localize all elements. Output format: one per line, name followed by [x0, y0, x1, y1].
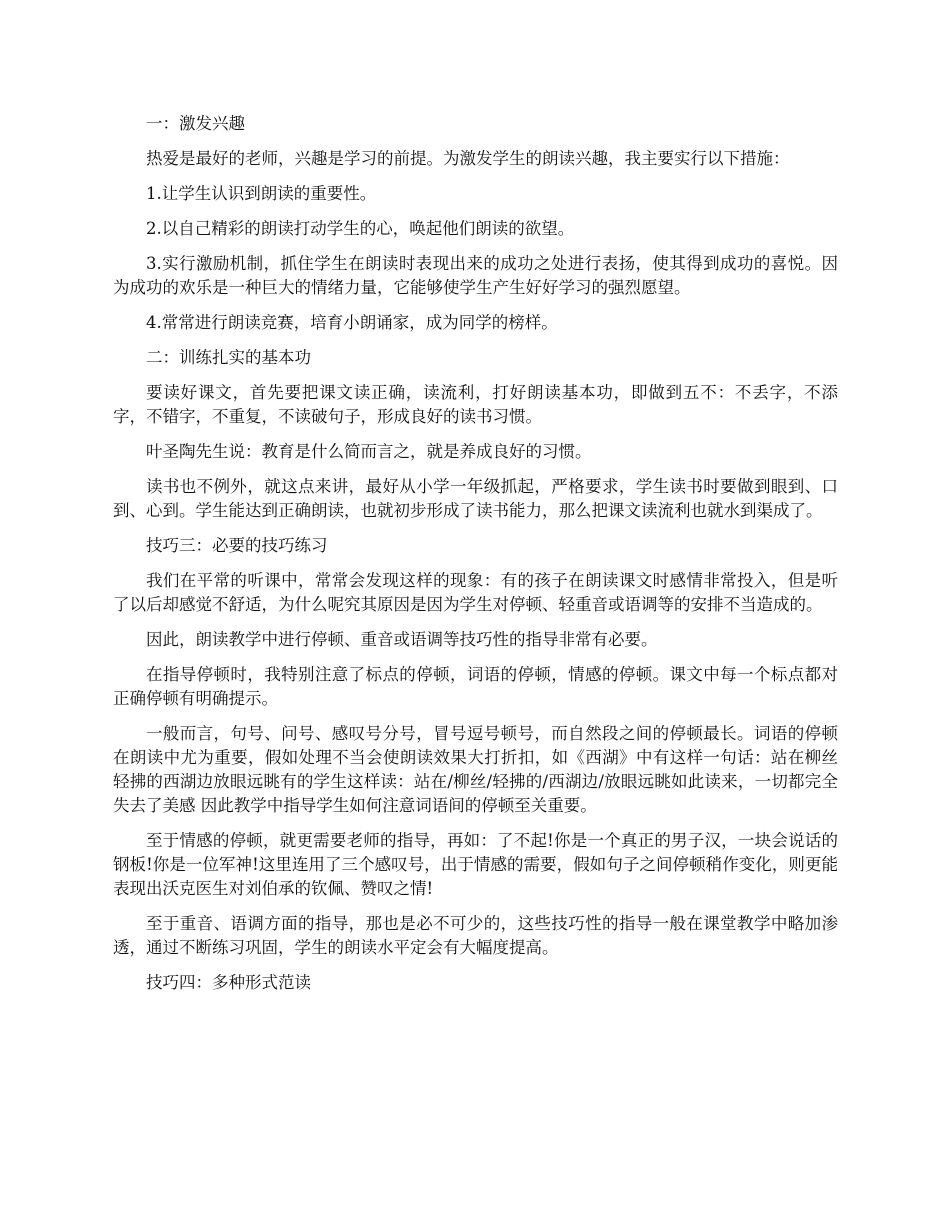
- paragraph: 读书也不例外，就这点来讲，最好从小学一年级抓起，严格要求，学生读书时要做到眼到、口到、心到。学生能达到正确朗读，也就初步形成了读书能力，那么把课文读流利也就水到渠成了。: [113, 477, 838, 520]
- paragraph: 热爱是最好的老师，兴趣是学习的前提。为激发学生的朗读兴趣，我主要实行以下措施：: [146, 149, 790, 168]
- paragraph: 叶圣陶先生说：教育是什么简而言之，就是养成良好的习惯。: [146, 442, 592, 461]
- section-heading-1: 一：激发兴趣: [146, 114, 245, 133]
- paragraph: 因此，朗读教学中进行停顿、重音或语调等技巧性的指导非常有必要。: [146, 630, 658, 649]
- paragraph: 要读好课文，首先要把课文读正确，读流利，打好朗读基本功，即做到五不：不丢字，不添字，不错字，不重复，不读破句子，形成良好的读书习惯。: [113, 383, 838, 426]
- paragraph: 至于情感的停顿，就更需要老师的指导，再如：了不起!你是一个真正的男子汉，一块会说话的钢板!你是一位军神!这里连用了三个感叹号，出于情感的需要，假如句子之间停顿稍作变化，则更能表现出沃克医生对刘伯承的钦佩、赞叹之情!: [113, 831, 838, 898]
- document-body: [113, 112, 838, 1006]
- section-heading-4: 技巧四：多种形式范读: [146, 973, 311, 992]
- list-item: 2.以自己精彩的朗读打动学生的心，唤起他们朗读的欲望。: [146, 219, 575, 238]
- list-item: 4.常常进行朗读竞赛，培育小朗诵家，成为同学的榜样。: [146, 313, 558, 332]
- paragraph: 我们在平常的听课中，常常会发现这样的现象：有的孩子在朗读课文时感情非常投入，但是听了以后却感觉不舒适，为什么呢究其原因是因为学生对停顿、轻重音或语调等的安排不当造成的。: [113, 571, 838, 614]
- list-item: 3.实行激励机制，抓住学生在朗读时表现出来的成功之处进行表扬，使其得到成功的喜悦。因为成功的欢乐是一种巨大的情绪力量，它能够使学生产生好好学习的强烈愿望。: [113, 254, 838, 297]
- paragraph: 一般而言，句号、问号、感叹号分号，冒号逗号顿号，而自然段之间的停顿最长。词语的停顿在朗读中尤为重要，假如处理不当会使朗读效果大打折扣，如《西湖》中有这样一句话：站在柳丝轻拂的西湖边放眼远眺有的学生这样读：站在/柳丝/轻拂的/西湖边/放眼远眺如此读来，一切都完全失去了美感 因此教学中指导学生如何注意词语间的停顿至关重要。: [113, 724, 838, 815]
- section-heading-2: 二：训练扎实的基本功: [146, 348, 311, 367]
- paragraph: 在指导停顿时，我特别注意了标点的停顿，词语的停顿，情感的停顿。课文中每一个标点都对正确停顿有明确提示。: [113, 665, 838, 708]
- section-heading-3: 技巧三：必要的技巧练习: [146, 536, 328, 555]
- list-item: 1.让学生认识到朗读的重要性。: [146, 184, 377, 203]
- paragraph: 至于重音、语调方面的指导，那也是必不可少的，这些技巧性的指导一般在课堂教学中略加渗透，通过不断练习巩固，学生的朗读水平定会有大幅度提高。: [113, 914, 838, 957]
